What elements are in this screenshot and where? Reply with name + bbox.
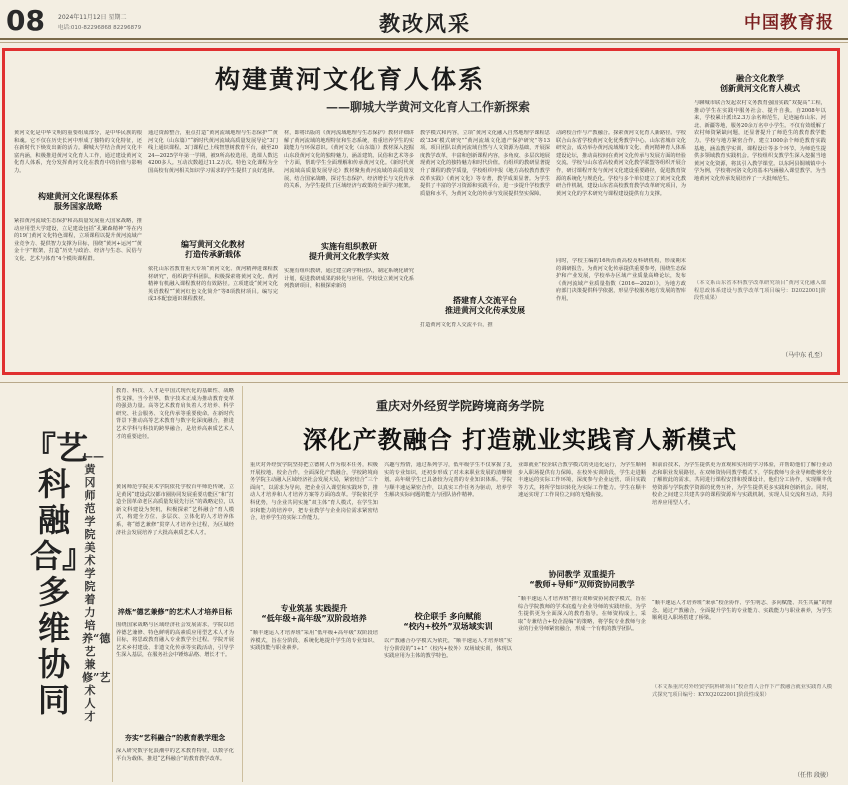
article2-col3-heading: 协同教学 双重提升 “教师+导师”双师资协同教学 — [529, 570, 635, 589]
article1-funding-note: （本文系山东省本科教学改革研究项目“黄河文化融入课程思政体系建设与教学改革”[项目编号：D2022001]阶段性成果） — [694, 280, 826, 302]
article3-headline: 『艺科融合』多维协同 — [24, 429, 89, 719]
article2-col3-text: 业即就业”校企联合教学模式的更适化运行，为学生顺利步入职场提供有力保障。在校外实训阶段，学生走进顺丰速运的实际工作环境，深度参与企业运营，项目实践等方式，将所学知识转化为实际工作能力。学生在顺丰速运实现了工作岗位之间的无缝衔接。 — [518, 462, 646, 499]
article2-col2-heading: 校企联手 多向赋能 “校内+校外”双场域实训 — [403, 612, 493, 631]
article1-col6-text: 与聊城市联合发起农村文务教育强国实践“双提高”工程，推动学生在实践中服务社会、提升自我。自2008年以来，学校累计派出2.3万余名师范生，足迹遍布山东、河北、新疆等地，服务20余万名中小学生。不仅有效缓解了农村师资紧缺问题，还显著提升了师范生的教育教学能力。学校与地方紧密合作，建立1000余个师范教育实践基地，涵盖教学实训、课程设计等多个环节。为师范生提供多领域教育实践机会。学校组织支教学生深入挖掘当地黄河文化资源，将其引入教学课堂。以东阿县铜城镇中小学为例，学校将河洛文化的基本内涵融入课堂教学。为当地黄河文化传承发展培养了一大批师范生。 — [694, 100, 826, 182]
contact-phone: 电话:010-82296868 82296879 — [58, 25, 142, 31]
article3-heading2: 夯实“艺科融合”的教育教学理念 — [124, 734, 226, 742]
article2-col1-text: 重庆对外经贸学院坚持把立德树人作为根本任务，积极开展校地、校企合作，全面深化产教融合，学校跨境商务学院主动融入区域经济社会发展大局，紧密结合“三个面向”，以需求为导向，把企业引入课堂和实践环节，推动人才培养和人才培养方案等方面的改革。学院依托学科优势，与企业共同实施“双主体”育人模式，在学生知识和能力的培养中，把专业教学与企业岗位需求紧密结合，培养学生的实际工作能力。 — [250, 462, 378, 522]
article1-col2-text2: 依托山东省教育重大专项“黄河文化、黄河精神进课程教材研究”，组织跨学科团队，积极探索将黄河文化、黄河精神有机融入课程教材的有效路径。立项建设“黄河文化英语教程”“黄河红色文化简介”等8项教材项目。编写完成3本配套通识课程教材。 — [148, 266, 278, 303]
article1-col5-text: 动跨校合作与产教融合。探索黄河文化育人新路径。学校联合山东省学校黄河文化优秀教学中心、山东省城市文化研究会，成功举办黄河流域城市文化、黄河精神育人体系建设论坛，推动高校间在黄河文化传承与发展方面的经验交流。学校与山东省高校黄河文化教学联盟等组织开展合作，研讨课程开发与黄河文化建设重要路径，促进教育资源的系统化与规范化。学校与多个单位建立了黄河文化教研合作机制，建设山东省高校教育教学改革研究项目，为黄河文化的学术研究与课程建设提供有力支撑。 — [556, 130, 686, 197]
article2-col3-text2: “顺丰速运人才培养班”推行双师资协同教学模式，旨在综合学院教师的学术底蕴与企业导师的实践经验，为学生提供更为全面深入的教育指导。在师资构成上，采取“专兼结合+校企混编”的策略，将学院专业教师与企业的行业导师紧密融合，形成一个有机的教学团队。 — [518, 596, 646, 633]
issue-date: 2024年11月12日 星期二 — [58, 14, 127, 21]
newspaper-logo: 中国教育报 — [744, 13, 834, 33]
header-divider — [0, 38, 848, 40]
article2-author: （任伟 段骏） — [794, 772, 832, 779]
article1-col1-heading: 构建黄河文化课程体系 服务国家战略 — [38, 192, 118, 211]
article3-text: 黄冈师范学院美术学院依托学校百年师范传统，立足黄冈“建设武汉都市圈协同发展重要功能区”和“打造全国革命老区高质量发展先行区”的战略定位，以新文科建设为契机，积极探索“艺科融合”育人模式，构建全方位、多层次、立体化的人才培养体系，将“德艺兼修”贯穿人才培养全过程，为区域经济社会发展培养了大批高素质艺术人才。 — [116, 484, 234, 536]
article1-subtitle: ——聊城大学黄河文化育人工作新探索 — [325, 100, 530, 114]
article1-col4-text2: 打造黄河文化育人交流平台，推 — [420, 322, 493, 328]
article3-subtitle: ——黄冈师范学院美术学院着力培养“德艺兼修”艺术人才 — [82, 450, 111, 723]
article1-col1-text2: 紧扣黄河流域生态保护和高质量发展重大国家战略，推动应用型大学建设，立足建设包括“孔繁森精神”等在内的19门黄河文化特色课程，立项课程以提升黄河流域产业竞争力、提供智力支撑为目标，围绕“黄河+运河”“黄金十字”框架，打造“历史与政治、经济与生态、民俗与文化、艺术与体育”4个模块课程群。 — [14, 218, 142, 262]
article1-col5-text2: 同时，学校主编的16所沿黄高校及科研机构，形成期末的调研报告。为黄河文化传承提供重要参考，围绕生态保护和产业发展，学校举办区域产业质量高峰论坛，发布《黄河流域产业质量指数（2016—2020）》，为地方政府部门决策提供科学依据，形显学校服务地方发展的智库作用。 — [556, 258, 686, 302]
article1-headline: 构建黄河文化育人体系 — [214, 65, 485, 94]
article3-divider — [112, 386, 113, 782]
article2-col4-text: 和前沿技术，为学生提供更为直观和实用的学习体验，并帮助他们了解行业动态和职业发展路径。在双师资协同教学模式下，学院教师与企业导师能够充分了解彼此的需求，共同进行课程安排和授课设计，他们分工协作，实现顺丰优势资源与学院教学资源的优势互补，为学生提供更多实践和创新机会。同时，校企之间建立共建共享的课程资源库与实践机制，实现人员交流和互动，共同培养应用型人才。 — [652, 462, 832, 506]
article1-col4-text: 教学模式和内容，立项“黄河文化融入自然地理学课程思政‘334’模式研究”“黄河流域文化遗产保护研究”等13项。项目团队以黄河流域自然与人文资源为基础，开展深度教学改革，丰富和创新课程内容，多角度、多层次地展现黄河文化的独特魅力和时代价值。有组织的教研显著提升了课程的教学质量，学校组织申报《地方高校教育教学改革实践》《黄河文化》等专著，教学成果显著。为学生提供了丰富的学习资源和实践平台，进一步提升学校教学质量和水平，为黄河文化的传承与发展提供坚实保障。 — [420, 130, 550, 197]
header-divider-thin — [0, 42, 848, 43]
article2-col2-text2: 以产教融合办学模式为依托，“顺丰速运人才培养班”实行分阶段的“1+1”（校内+校外）双场域实训，体现以实践应用为主体的教学特色。 — [384, 638, 512, 660]
section-divider — [0, 382, 848, 383]
section-title: 教改风采 — [379, 11, 471, 36]
article3-text2: 围绕国家战略与区域经济社会发展需求，学院以培养德艺兼修、特色鲜明的高素质应用型艺术人才为目标，将思政教育融入专业教学全过程。学院开展艺术乡村建设、非遗文化传承等实践活动，引导学生深入基层，在服务社会中锤炼品格、增长才干。 — [116, 622, 234, 659]
article1-col3-text: 材，即将出版的《黄河流域地理与生态保护》教材详细讲解了黄河流域的地理特征和生态系统，着重培养学生的实践能力与环保意识。《黄河文化（山东篇）》教材深入挖掘山东段黄河文化的独特魅力，涵盖建筑、民俗和艺术等多个方面，帮助学生全面理解和传承黄河文化。《新时代黄河流域高质量发展导论》教材聚焦黄河流域的高质量发展，结合国家战略，探讨生态保护、经济增长与文化传承的关系，为学生提供了区域经济与政策的全面学习框架。 — [284, 130, 414, 190]
article2-funding-note: （本文系重庆对外经贸学院科研项目“校企育人合作下产教融合就业实践育人模式探究”[项目编号：KYXQ2022001]阶段性成果） — [652, 684, 832, 698]
article1-author: （马中东 孔至） — [782, 352, 826, 359]
article3-heading1: 淬炼“德艺兼修”的艺术人才培养目标 — [117, 608, 233, 616]
article3-intro: 教育、科技、人才是中国式现代化的基础性、战略性支撑。当今世界，数字技术正成为推动教育变革的强劲力量。高等艺术教育肩负着人才培养、科学研究、社会服务、文化传承等重要使命。在新时代背景下推动高等艺术教育与数字化深度融合，推进艺术学科与科技的跨界融合，是培养高素质艺术人才的重要途径。 — [116, 388, 234, 440]
article1-col6-heading: 融合文化教学 创新黄河文化育人模式 — [720, 74, 800, 93]
article1-col3-text2: 实施有组织教研，通过建立跨学科团队，制定系统化研究计划，促进教研成果的转化与应用。学校设立黄河文化系列教研项目，积极探索新的 — [284, 268, 414, 290]
article1-col2-text: 通过资源整合，重点打造“黄河流域地理与生态保护”“黄河文化（山东篇）”“新时代黄河流域高质量发展导论”3门线上通识课程。3门课程已上线智慧树教育平台，截至2024—2025学年第一学期，被9所高校选用，选课人数达4200多人。互动次数超过11.2万次。特色文化课程为全国高校有黄河相关知识学习需求的学生提供了良好选择。 — [148, 130, 278, 174]
article2-col2-text: 兴趣与热情，通过系列学习，低年级学生不仅掌握了扎实的专业知识，还初步形成了对未来职业发展的清晰规划。高年级学生已具备较为完善的专业知识体系。学院与顺丰速运紧密合作，以真实工作任务为驱动，培养学生解决实际问题的能力与团队协作精神。 — [384, 462, 512, 499]
article1-col2-heading: 编写黄河文化教材 打造传承新载体 — [181, 240, 245, 259]
article2-headline: 深化产教融合 打造就业实践育人新模式 — [302, 425, 738, 454]
page-number: 08 — [6, 4, 45, 37]
article2-col4-text2: “顺丰速运人才培养班”秉承“校企协作、学生明志、多向赋能、共生共赢”的理念。通过产教融合，全面提升学生的专业能力、实践能力与职业素养，为学生顺利进入职场搭建了桥梁。 — [652, 600, 832, 622]
article1-col3-heading: 实施有组织教研 提升黄河文化教学实效 — [309, 242, 389, 261]
article1-col1-text: 黄河文化是中华文明的重要组成部分，是中华民族的根和魂。它不仅在历史长河中形成了独特的文化特征，还在新时代下焕发出新的活力。聊城大学结合黄河文化丰富内涵，积极推进黄河文化育人工作，通过建设黄河文化育人体系，充分发挥黄河文化在教育中的价值与影响力。 — [14, 130, 142, 174]
article1-col4-heading: 搭建育人交流平台 推进黄河文化传承发展 — [445, 296, 525, 315]
article3-text3: 深入研究数字化浪潮中的艺术教育特征，以数字化平台为载体，推进“艺科融合”的教育教学改革。 — [116, 748, 234, 762]
article2-col1-text2: “顺丰速运人才培养班”采用“低年级+高年级”双阶段培养模式，旨在分阶段、系统化地提升学生的专业知识、实践技能与职业素养。 — [250, 630, 378, 652]
article2-col1-heading: 专业筑基 实践提升 “低年级+高年级”双阶段培养 — [261, 604, 367, 623]
article2-institution: 重庆对外经贸学院跨境商务学院 — [375, 399, 544, 413]
